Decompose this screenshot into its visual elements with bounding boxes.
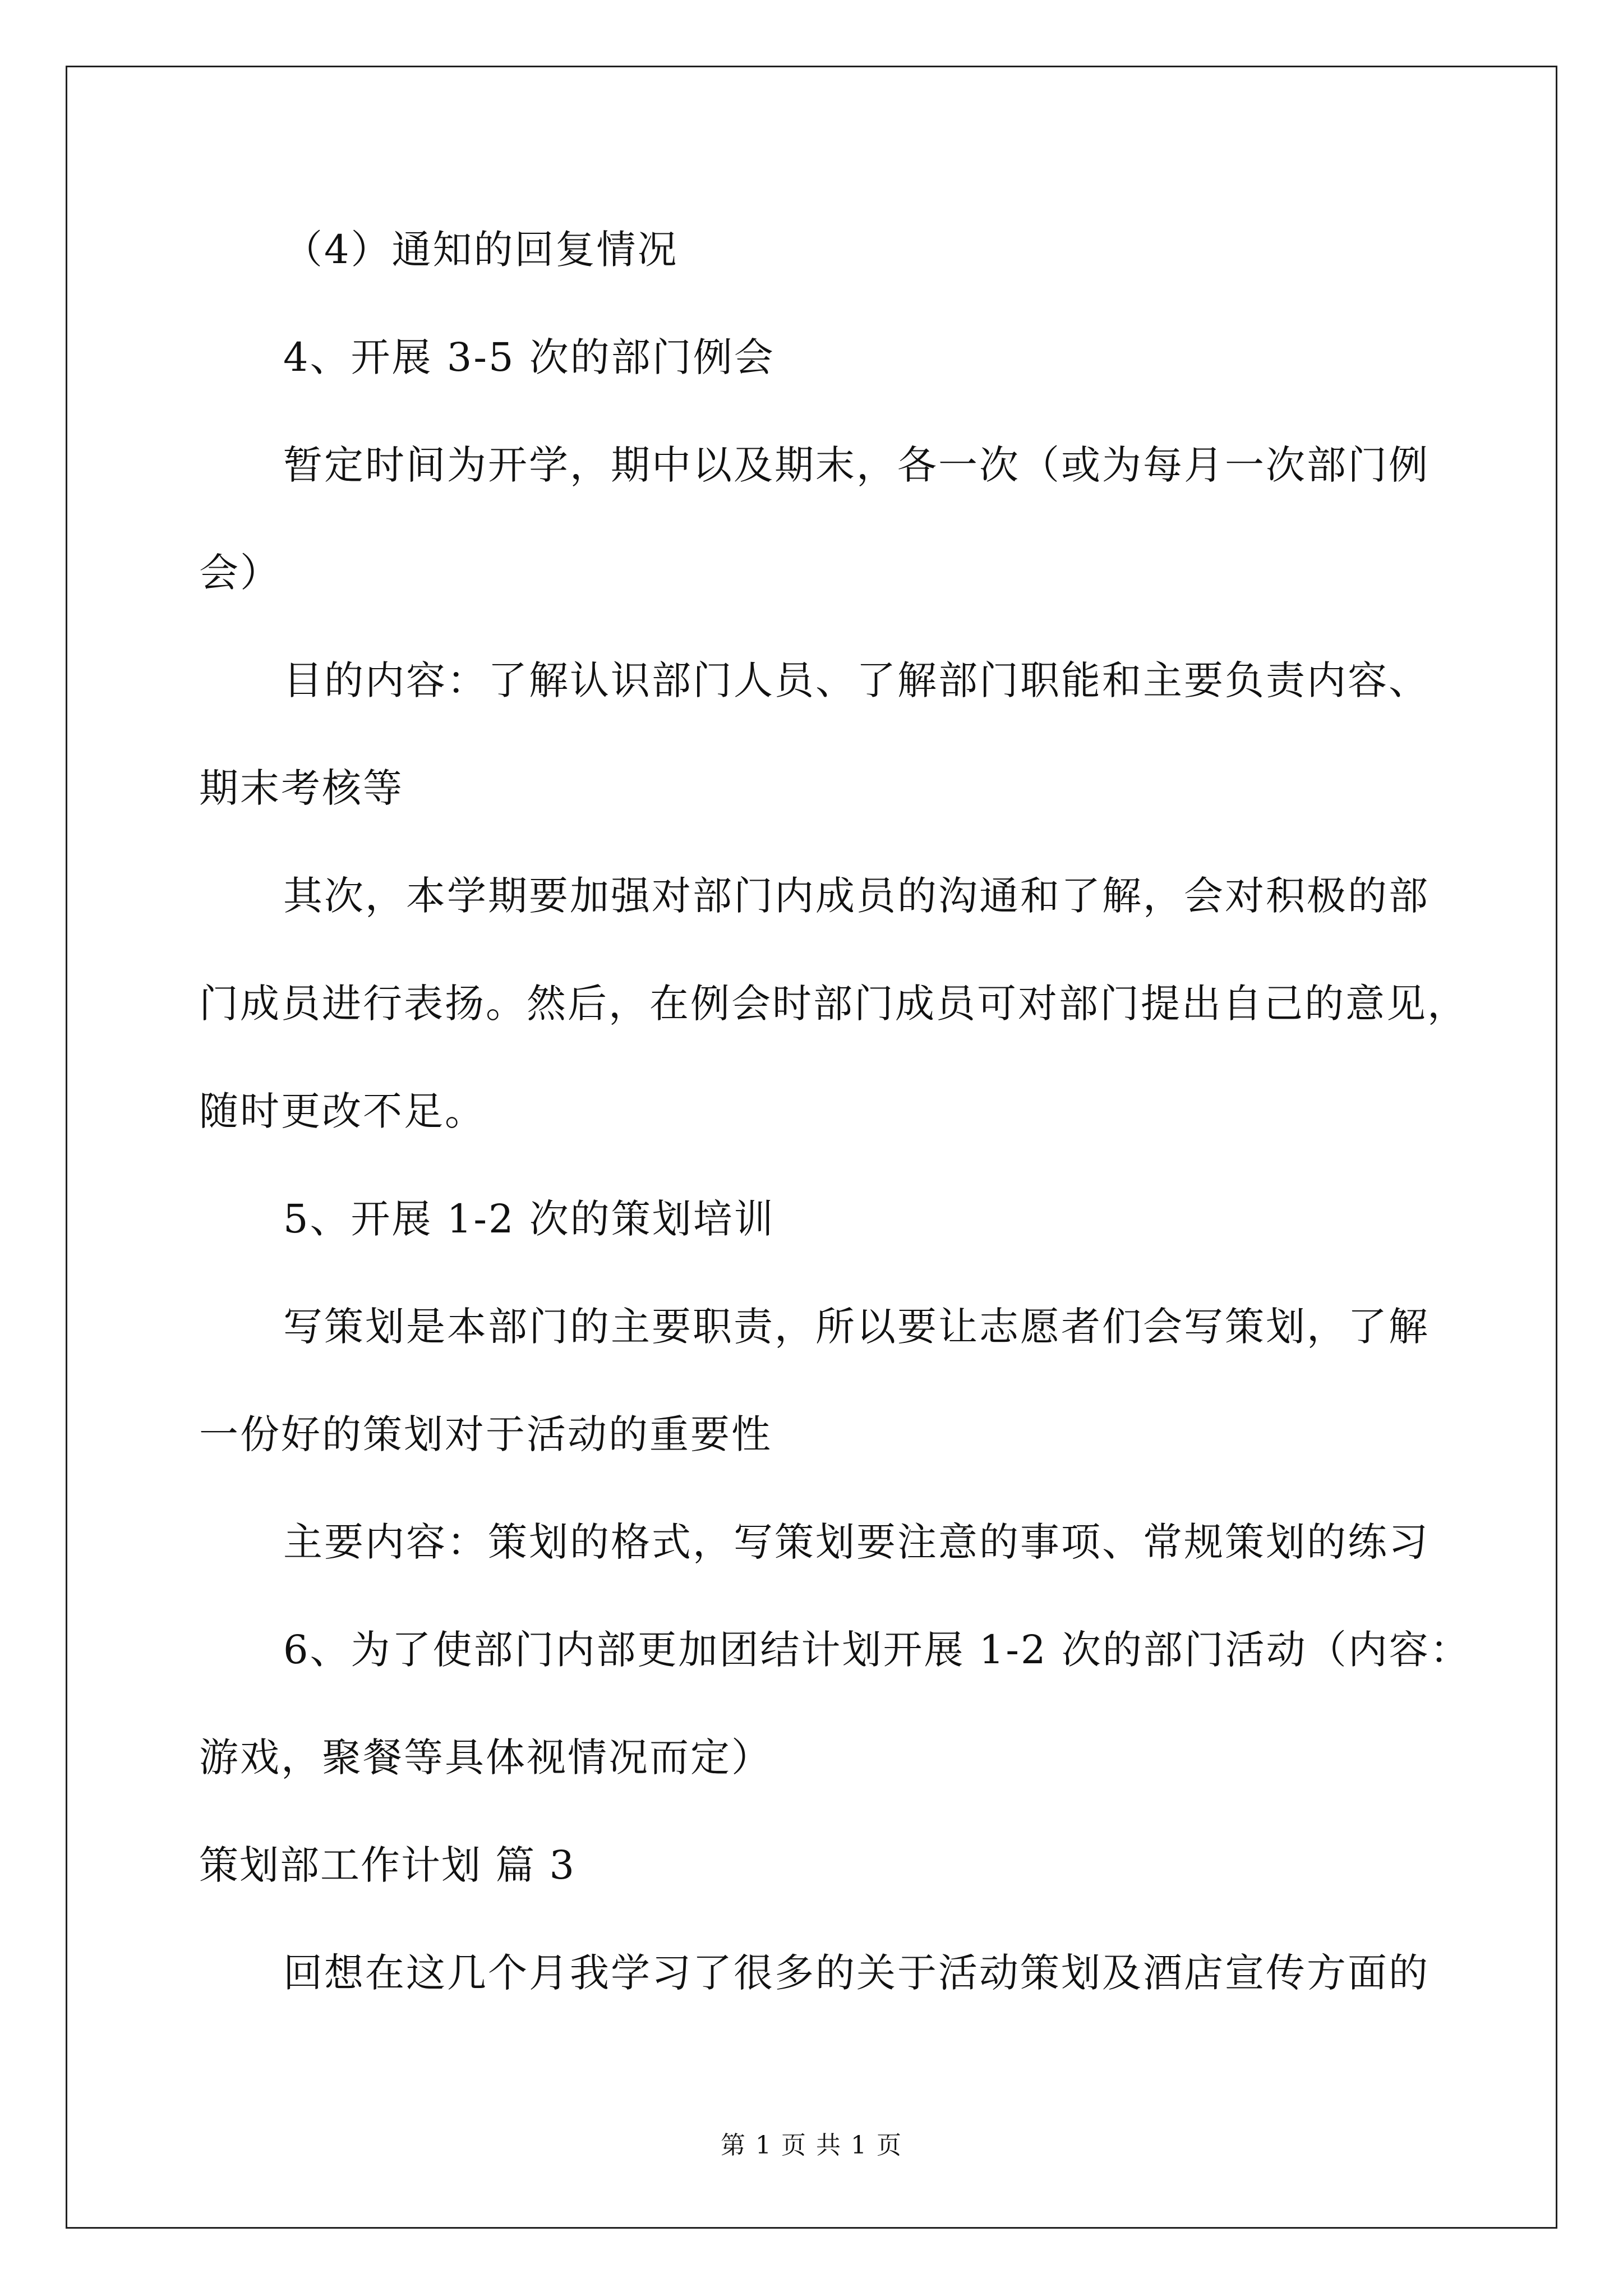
paragraph-line: 目的内容：了解认识部门人员、了解部门职能和主要负责内容、 [283, 657, 1430, 703]
paragraph-line: 一份好的策划对于活动的重要性 [199, 1411, 772, 1457]
paragraph-line: 其次，本学期要加强对部门内成员的沟通和了解，会对积极的部 [283, 873, 1430, 919]
paragraph-line: 主要内容：策划的格式，写策划要注意的事项、常规策划的练习 [283, 1519, 1430, 1565]
section-heading: 4、开展 3-5 次的部门例会 [283, 334, 775, 380]
paragraph-line: 会） [199, 550, 281, 596]
page-number: 第 1 页 共 1 页 [721, 2131, 902, 2160]
page-frame [66, 66, 1557, 2229]
paragraph-line: 回想在这几个月我学习了很多的关于活动策划及酒店宣传方面的 [283, 1950, 1430, 1996]
paragraph-line: 游戏，聚餐等具体视情况而定） [199, 1734, 772, 1780]
section-heading: 5、开展 1-2 次的策划培训 [283, 1196, 775, 1242]
article-title: 策划部工作计划 篇 3 [199, 1842, 576, 1888]
paragraph-line: 写策划是本部门的主要职责，所以要让志愿者们会写策划，了解 [283, 1304, 1430, 1350]
paragraph-line: 随时更改不足。 [199, 1088, 486, 1134]
paragraph-line: 门成员进行表扬。然后，在例会时部门成员可对部门提出自己的意见， [199, 981, 1468, 1027]
paragraph-line: 期末考核等 [199, 765, 404, 811]
paragraph-line: 暂定时间为开学，期中以及期末，各一次（或为每月一次部门例 [283, 442, 1430, 488]
section-heading: 6、为了使部门内部更加团结计划开展 1-2 次的部门活动（内容： [283, 1627, 1471, 1673]
list-item: （4）通知的回复情况 [283, 227, 679, 273]
